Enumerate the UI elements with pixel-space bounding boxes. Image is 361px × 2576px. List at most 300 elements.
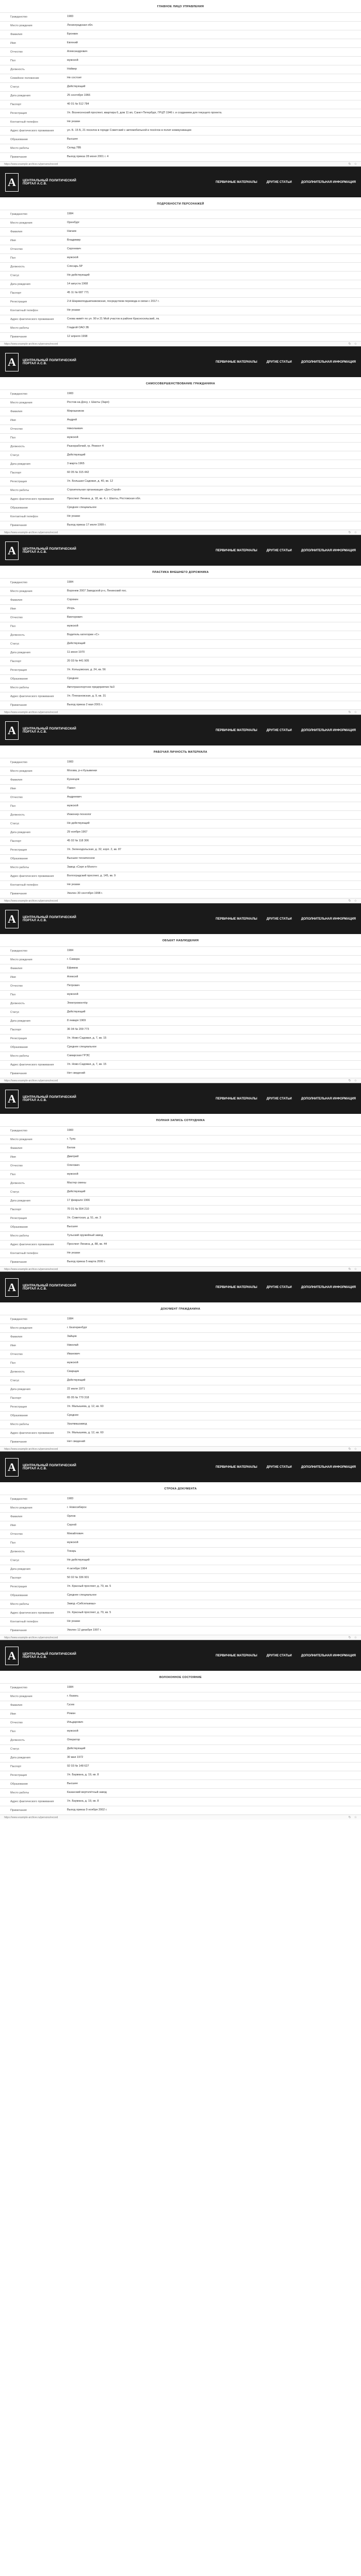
browser-url-bar[interactable] — [0, 898, 361, 903]
record-section — [0, 934, 361, 1078]
url-text[interactable]: https://www.example-archive.ru/persons/record — [4, 1267, 58, 1271]
url-text[interactable]: https://www.example-archive.ru/persons/record — [4, 899, 58, 903]
record-row — [0, 1780, 361, 1788]
record-row — [0, 1394, 361, 1402]
url-text[interactable]: https://www.example-archive.ru/persons/record — [4, 162, 58, 166]
record-row — [0, 1205, 361, 1214]
logo-icon[interactable]: A — [5, 173, 19, 192]
field-value: Не действующий — [67, 274, 90, 277]
field-label: Отчество — [10, 248, 23, 251]
field-value: Сергей — [67, 1523, 77, 1527]
field-label: Адрес фактического проживания — [10, 129, 54, 132]
record-row — [0, 1153, 361, 1161]
section-title: ДОКУМЕНТ ГРАЖДАНИНА — [160, 1308, 201, 1311]
field-value: Ул. Красный проспект, д. 70, кв. 5 — [67, 1585, 111, 1588]
reload-icon[interactable]: ↻ — [348, 711, 351, 714]
record-row — [0, 477, 361, 486]
field-value: 8 января 1969 — [67, 1019, 86, 1023]
field-label: Контактный телефон — [10, 515, 38, 518]
field-label: Регистрация — [10, 1037, 27, 1040]
field-label: Регистрация — [10, 480, 27, 483]
field-value: Павел — [67, 787, 75, 790]
record-row — [0, 1231, 361, 1240]
nav-link[interactable]: ДОПОЛНИТЕЛЬНАЯ ИНФОРМАЦИЯ — [301, 1097, 356, 1100]
nav-link[interactable]: ДОПОЛНИТЕЛЬНАЯ ИНФОРМАЦИЯ — [301, 180, 356, 184]
record-row — [0, 521, 361, 530]
record-section — [0, 1482, 361, 1635]
record-row — [0, 1608, 361, 1617]
record-row — [0, 775, 361, 784]
nav-link[interactable]: ПЕРВИЧНЫЕ МАТЕРИАЛЫ — [216, 549, 257, 552]
browser-url-bar[interactable] — [0, 709, 361, 715]
field-label: Отчество — [10, 616, 23, 619]
field-label: Статус — [10, 454, 20, 457]
field-label: Контактный телефон — [10, 309, 38, 312]
field-value: Владимир — [67, 239, 81, 242]
field-label: Регистрация — [10, 112, 27, 115]
field-label: Контактный телефон — [10, 121, 38, 124]
record-row — [0, 1025, 361, 1034]
record-row — [0, 425, 361, 433]
field-label: Примечания — [10, 524, 27, 527]
field-label: Место работы — [10, 489, 29, 492]
field-value: Кузнецов — [67, 778, 79, 782]
nav-link[interactable]: ДРУГИЕ СТАТЬИ — [266, 1097, 292, 1100]
record-row — [0, 819, 361, 828]
star-icon[interactable]: ☆ — [354, 343, 357, 346]
field-value: Действующий — [67, 1190, 86, 1194]
reload-icon[interactable]: ↻ — [348, 900, 351, 903]
record-row — [0, 1367, 361, 1376]
field-label: Дата рождения — [10, 1568, 30, 1571]
logo-icon[interactable]: A — [5, 1458, 19, 1477]
url-text[interactable]: https://www.example-archive.ru/persons/record — [4, 531, 58, 534]
field-label: Паспорт — [10, 103, 22, 106]
field-value: Ростов-на-Дону, г. Шахты (Заря) — [67, 401, 109, 404]
record-row — [0, 701, 361, 709]
field-value: 14 августа 1968 — [67, 282, 88, 286]
field-label: Место рождения — [10, 958, 32, 961]
record-row — [0, 657, 361, 666]
field-value: Воронеж 2007 Заводской р-н, Ленинский пос. — [67, 589, 127, 593]
field-label: Пол — [10, 257, 16, 260]
record-row — [0, 91, 361, 100]
field-label: Паспорт — [10, 1028, 22, 1031]
field-label: Место рождения — [10, 1506, 32, 1510]
nav-link[interactable]: ПЕРВИЧНЫЕ МАТЕРИАЛЫ — [216, 1285, 257, 1289]
url-text[interactable]: https://www.example-archive.ru/persons/record — [4, 1636, 58, 1639]
field-label: Регистрация — [10, 1774, 27, 1777]
field-value: Ул. Советская, д. 51, кв. 3 — [67, 1216, 101, 1220]
field-label: Имя — [10, 1713, 16, 1716]
field-label: Паспорт — [10, 660, 22, 663]
reload-icon[interactable]: ↻ — [348, 1816, 351, 1819]
site-brand[interactable]: ЦЕНТРАЛЬНЫЙ ПОЛИТИЧЕСКИЙ ПОРТАЛ А.С.В. — [23, 916, 76, 922]
site-brand[interactable]: ЦЕНТРАЛЬНЫЙ ПОЛИТИЧЕСКИЙ ПОРТАЛ А.С.В. — [23, 1464, 76, 1470]
browser-url-bar[interactable] — [0, 1446, 361, 1451]
site-brand[interactable]: ЦЕНТРАЛЬНЫЙ ПОЛИТИЧЕСКИЙ ПОРТАЛ А.С.В. — [23, 1095, 76, 1102]
record-row — [0, 253, 361, 262]
field-label: Гражданство — [10, 1498, 27, 1501]
record-row — [0, 1556, 361, 1565]
main-nav — [216, 181, 356, 184]
field-value: Ул. Малышева, д. 12, кв. 60 — [67, 1431, 104, 1435]
logo-icon[interactable]: A — [5, 353, 19, 371]
star-icon[interactable]: ☆ — [354, 1448, 357, 1451]
field-label: Примечания — [10, 1629, 27, 1632]
nav-link[interactable]: ДОПОЛНИТЕЛЬНАЯ ИНФОРМАЦИЯ — [301, 917, 356, 921]
field-value: Склад 78Б — [67, 146, 81, 150]
field-label: Место работы — [10, 327, 29, 330]
field-label: Регистрация — [10, 1217, 27, 1220]
record-row — [0, 468, 361, 477]
site-brand[interactable]: ЦЕНТРАЛЬНЫЙ ПОЛИТИЧЕСКИЙ ПОРТАЛ А.С.В. — [23, 359, 76, 365]
field-label: Должность — [10, 1550, 25, 1553]
record-row — [0, 1753, 361, 1762]
record-row — [0, 1016, 361, 1025]
field-label: Фамилия — [10, 1147, 23, 1150]
record-row — [0, 135, 361, 144]
field-label: Адрес фактического проживания — [10, 1432, 54, 1435]
field-label: Контактный телефон — [10, 884, 38, 887]
record-row — [0, 1034, 361, 1043]
field-value: г. Казань — [67, 1694, 79, 1698]
field-value: Завод «Сибсельмаш» — [67, 1602, 96, 1606]
field-label: Пол — [10, 436, 16, 439]
record-row — [0, 683, 361, 692]
reload-icon[interactable]: ↻ — [348, 163, 351, 166]
field-label: Место работы — [10, 686, 29, 689]
field-label: Адрес фактического проживания — [10, 695, 54, 698]
field-label: Адрес фактического проживания — [10, 875, 54, 878]
field-label: Фамилия — [10, 1335, 23, 1338]
field-value: Ленинградская обл. — [67, 24, 93, 27]
record-row — [0, 210, 361, 218]
url-text[interactable]: https://www.example-archive.ru/persons/record — [4, 1079, 58, 1082]
reload-icon[interactable]: ↻ — [348, 1079, 351, 1082]
record-row — [0, 1709, 361, 1718]
field-label: Фамилия — [10, 967, 23, 970]
field-value: мужской — [67, 1541, 78, 1545]
nav-link[interactable]: ДРУГИЕ СТАТЬИ — [266, 1465, 292, 1469]
logo-icon[interactable]: A — [5, 1278, 19, 1297]
record-row — [0, 1701, 361, 1709]
url-text[interactable]: https://www.example-archive.ru/persons/record — [4, 342, 58, 346]
field-label: Паспорт — [10, 840, 22, 843]
record-row — [0, 1683, 361, 1692]
field-label: Паспорт — [10, 471, 22, 474]
field-value: Казанский вертолётный завод — [67, 1791, 107, 1794]
field-value: Роман — [67, 1712, 76, 1716]
section-title: ПЛАСТИКА ВНЕШНЕГО ДОРОЖНИКА — [152, 571, 209, 574]
field-value: 17 февраля 1966 — [67, 1199, 90, 1202]
field-value: Не указан — [67, 309, 80, 312]
nav-link[interactable]: ПЕРВИЧНЫЕ МАТЕРИАЛЫ — [216, 728, 257, 732]
field-value: 1983 — [67, 760, 74, 764]
field-label: Фамилия — [10, 1515, 23, 1518]
record-row — [0, 289, 361, 297]
record-row — [0, 1411, 361, 1420]
field-value: Петрович — [67, 984, 80, 988]
browser-url-bar[interactable] — [0, 1635, 361, 1640]
main-nav — [216, 918, 356, 921]
field-label: Гражданство — [10, 1686, 27, 1689]
nav-link[interactable]: ДРУГИЕ СТАТЬИ — [266, 917, 292, 921]
nav-link[interactable]: ДРУГИЕ СТАТЬИ — [266, 180, 292, 184]
logo-icon[interactable]: A — [5, 910, 19, 928]
browser-url-bar[interactable] — [0, 341, 361, 346]
field-label: Адрес фактического проживания — [10, 1612, 54, 1615]
logo-icon[interactable]: A — [5, 1090, 19, 1108]
site-brand[interactable]: ЦЕНТРАЛЬНЫЙ ПОЛИТИЧЕСКИЙ ПОРТАЛ А.С.В. — [23, 179, 76, 185]
field-value: Ул. Красный проспект, д. 70, кв. 5 — [67, 1611, 111, 1615]
url-text[interactable]: https://www.example-archive.ru/persons/record — [4, 710, 58, 714]
field-value: Нойвер — [67, 67, 77, 71]
browser-url-bar[interactable] — [0, 1078, 361, 1083]
section-title: ПОДРОБНОСТИ ПЕРСОНАЖЕЙ — [157, 202, 204, 206]
site-brand[interactable]: ЦЕНТРАЛЬНЫЙ ПОЛИТИЧЕСКИЙ ПОРТАЛ А.С.В. — [23, 1284, 76, 1291]
nav-link[interactable]: ДОПОЛНИТЕЛЬНАЯ ИНФОРМАЦИЯ — [301, 360, 356, 364]
field-value: Ул. Ново-Садовая, д. 7, кв. 15 — [67, 1063, 107, 1066]
field-value: Строительная организация «Дон-Строй» — [67, 488, 121, 492]
field-value: Действующий — [67, 1010, 86, 1014]
record-row — [0, 828, 361, 837]
browser-url-bar[interactable] — [0, 1815, 361, 1820]
field-label: Имя — [10, 42, 16, 45]
field-value: 2-й Шарикоподшипниковская, посредством перевода в связи с 2017 г. — [67, 300, 160, 303]
record-row — [0, 1797, 361, 1806]
field-value: ул. Б. 15 Б, 21 поселок в городе Советский с автомобильной и посёлок в полит-коммуникации — [67, 129, 191, 132]
field-value: 1984 — [67, 212, 74, 216]
nav-link[interactable]: ДОПОЛНИТЕЛЬНАЯ ИНФОРМАЦИЯ — [301, 728, 356, 732]
reload-icon[interactable]: ↻ — [348, 1268, 351, 1271]
site-brand[interactable]: ЦЕНТРАЛЬНЫЙ ПОЛИТИЧЕСКИЙ ПОРТАЛ А.С.В. — [23, 727, 76, 734]
field-label: Паспорт — [10, 1397, 22, 1400]
field-label: Статус — [10, 1559, 20, 1562]
field-value: Ул. Зеленодольская, д. 32, корп. 2, кв. 87 — [67, 848, 122, 852]
record-row — [0, 324, 361, 332]
reload-icon[interactable]: ↻ — [348, 343, 351, 346]
nav-link[interactable]: ПЕРВИЧНЫЕ МАТЕРИАЛЫ — [216, 1654, 257, 1657]
nav-link[interactable]: ПЕРВИЧНЫЕ МАТЕРИАЛЫ — [216, 180, 257, 184]
record-section — [0, 1302, 361, 1446]
field-label: Статус — [10, 1191, 20, 1194]
url-text[interactable]: https://www.example-archive.ru/persons/record — [4, 1447, 58, 1451]
record-row — [0, 889, 361, 898]
field-label: Должность — [10, 634, 25, 637]
nav-link[interactable]: ДОПОЛНИТЕЛЬНАЯ ИНФОРМАЦИЯ — [301, 549, 356, 552]
section-title: САМОСОВЕРШЕНСТВОВАНИЕ ГРАЖДАНИНА — [146, 382, 215, 385]
field-label: Отчество — [10, 50, 23, 54]
nav-link[interactable]: ДРУГИЕ СТАТЬИ — [266, 1285, 292, 1289]
field-value: Не указан — [67, 1620, 80, 1623]
nav-link[interactable]: ДОПОЛНИТЕЛЬНАЯ ИНФОРМАЦИЯ — [301, 1465, 356, 1469]
browser-url-bar[interactable] — [0, 1266, 361, 1272]
browser-url-bar[interactable] — [0, 161, 361, 166]
site-header — [0, 903, 361, 934]
record-section — [0, 745, 361, 898]
field-value: Не состоит — [67, 76, 82, 80]
field-value: Среднее специальное — [67, 506, 97, 510]
nav-link[interactable]: ПЕРВИЧНЫЕ МАТЕРИАЛЫ — [216, 1097, 257, 1100]
star-icon[interactable]: ☆ — [354, 900, 357, 903]
field-value: 36 04 № 209 773 — [67, 1028, 89, 1031]
reload-icon[interactable]: ↻ — [348, 531, 351, 534]
field-label: Дата рождения — [10, 831, 30, 834]
record-row — [0, 863, 361, 872]
site-brand[interactable]: ЦЕНТРАЛЬНЫЙ ПОЛИТИЧЕСКИЙ ПОРТАЛ А.С.В. — [23, 1652, 76, 1659]
star-icon[interactable]: ☆ — [354, 1816, 357, 1819]
field-value: Инженер-технолог — [67, 813, 92, 817]
field-label: Семейное положение — [10, 77, 39, 80]
record-row — [0, 1736, 361, 1744]
main-nav — [216, 1654, 356, 1657]
field-label: Адрес фактического проживания — [10, 1800, 54, 1803]
field-value: Сварщик — [67, 1370, 79, 1374]
star-icon[interactable]: ☆ — [354, 531, 357, 534]
field-value: 1983 — [67, 1129, 74, 1132]
nav-link[interactable]: ДОПОЛНИТЕЛЬНАЯ ИНФОРМАЦИЯ — [301, 1285, 356, 1289]
field-label: Фамилия — [10, 33, 23, 36]
site-header — [0, 715, 361, 745]
record-section — [0, 197, 361, 341]
field-value: Иванович — [67, 1352, 80, 1356]
field-value: Ул. Ново-Садовая, д. 7, кв. 15 — [67, 1037, 107, 1040]
field-label: Дата рождения — [10, 651, 30, 654]
record-row — [0, 1626, 361, 1635]
record-row — [0, 596, 361, 604]
field-label: Адрес фактического проживания — [10, 318, 54, 321]
record-row — [0, 793, 361, 802]
field-label: Гражданство — [10, 15, 27, 19]
field-value: Андреевич — [67, 795, 81, 799]
record-row — [0, 1565, 361, 1573]
field-label: Должность — [10, 445, 25, 448]
field-label: Фамилия — [10, 778, 23, 782]
nav-link[interactable]: ПЕРВИЧНЫЕ МАТЕРИАЛЫ — [216, 1465, 257, 1469]
record-row — [0, 21, 361, 30]
field-label: Место рождения — [10, 1695, 32, 1698]
star-icon[interactable]: ☆ — [354, 1079, 357, 1082]
record-row — [0, 964, 361, 973]
field-label: Паспорт — [10, 1577, 22, 1580]
record-row — [0, 1538, 361, 1547]
field-value: 50 02 № 336 901 — [67, 1576, 89, 1580]
browser-url-bar[interactable] — [0, 530, 361, 535]
field-label: Примечания — [10, 1440, 27, 1444]
field-value: г. Екатеринбург — [67, 1326, 87, 1330]
field-label: Имя — [10, 239, 16, 242]
nav-link[interactable]: ДРУГИЕ СТАТЬИ — [266, 360, 292, 364]
reload-icon[interactable]: ↻ — [348, 1448, 351, 1451]
field-label: Место рождения — [10, 1327, 32, 1330]
star-icon[interactable]: ☆ — [354, 711, 357, 714]
field-label: Дата рождения — [10, 1756, 30, 1759]
field-label: Должность — [10, 1002, 25, 1005]
field-label: Статус — [10, 1011, 20, 1014]
record-row — [0, 245, 361, 253]
star-icon[interactable]: ☆ — [354, 1268, 357, 1271]
nav-link[interactable]: ПЕРВИЧНЫЕ МАТЕРИАЛЫ — [216, 917, 257, 921]
field-label: Дата рождения — [10, 1020, 30, 1023]
nav-link[interactable]: ДРУГИЕ СТАТЬИ — [266, 728, 292, 732]
field-label: Место рождения — [10, 222, 32, 225]
field-label: Место работы — [10, 866, 29, 869]
field-label: Дата рождения — [10, 283, 30, 286]
nav-link[interactable]: ДРУГИЕ СТАТЬИ — [266, 1654, 292, 1657]
field-value: Гусев — [67, 1703, 75, 1707]
field-label: Должность — [10, 1182, 25, 1185]
field-value: Электромонтёр — [67, 1002, 88, 1005]
field-value: Евгений — [67, 41, 78, 45]
reload-icon[interactable]: ↻ — [348, 1636, 351, 1639]
record-section — [0, 1671, 361, 1815]
field-value: Среднее — [67, 1414, 79, 1417]
record-row — [0, 1126, 361, 1135]
field-label: Отчество — [10, 796, 23, 799]
record-row — [0, 1744, 361, 1753]
url-text[interactable]: https://www.example-archive.ru/persons/record — [4, 1816, 58, 1819]
field-value: Завод «Серп и Молот» — [67, 866, 97, 869]
record-row — [0, 1530, 361, 1538]
field-label: Фамилия — [10, 599, 23, 602]
star-icon[interactable]: ☆ — [354, 163, 357, 166]
field-value: 1984 — [67, 949, 74, 953]
field-value: Оператор — [67, 1738, 80, 1742]
logo-icon[interactable]: A — [5, 541, 19, 560]
nav-link[interactable]: ДРУГИЕ СТАТЬИ — [266, 549, 292, 552]
section-title: ПОЛНАЯ ЗАПИСЬ СОТРУДНИКА — [156, 1119, 205, 1122]
field-label: Примечания — [10, 1809, 27, 1812]
star-icon[interactable]: ☆ — [354, 1636, 357, 1639]
field-label: Имя — [10, 1524, 16, 1527]
nav-link[interactable]: ПЕРВИЧНЫЕ МАТЕРИАЛЫ — [216, 360, 257, 364]
field-label: Образование — [10, 506, 28, 510]
field-label: Место рождения — [10, 401, 32, 404]
field-label: Отчество — [10, 1164, 23, 1167]
field-label: Пол — [10, 805, 16, 808]
record-row — [0, 1376, 361, 1385]
field-label: Дата рождения — [10, 1388, 30, 1391]
field-label: Гражданство — [10, 581, 27, 584]
record-row — [0, 802, 361, 810]
field-value: Ул. Кольцовская, д. 24, кв. 56 — [67, 668, 106, 672]
field-value: Выход приказ 17 июля 1999 г. — [67, 523, 106, 527]
record-row — [0, 451, 361, 460]
section-title: ГЛАВНОЕ ЛИЦО УПРАВЛЕНИЯ — [157, 5, 204, 8]
record-row — [0, 1692, 361, 1701]
record-row — [0, 1350, 361, 1359]
field-label: Фамилия — [10, 230, 23, 233]
field-label: Отчество — [10, 1353, 23, 1356]
record-row — [0, 144, 361, 152]
field-value: Среднее специальное — [67, 1594, 97, 1597]
field-value: Оренбург — [67, 221, 80, 225]
nav-link[interactable]: ДОПОЛНИТЕЛЬНАЯ ИНФОРМАЦИЯ — [301, 1654, 356, 1657]
field-value: 1983 — [67, 1497, 74, 1501]
site-brand[interactable]: ЦЕНТРАЛЬНЫЙ ПОЛИТИЧЕСКИЙ ПОРТАЛ А.С.В. — [23, 547, 76, 554]
field-label: Адрес фактического проживания — [10, 498, 54, 501]
logo-icon[interactable]: A — [5, 1647, 19, 1665]
field-value: Действующий — [67, 1379, 86, 1382]
field-value: Зайцев — [67, 1335, 77, 1338]
logo-icon[interactable]: A — [5, 721, 19, 740]
field-value: Тульский оружейный завод — [67, 1234, 103, 1238]
field-label: Пол — [10, 1173, 16, 1176]
record-row — [0, 315, 361, 324]
field-value: Выход приказ 28 июня 2001 г. 4 — [67, 155, 109, 159]
section-title: ВОЛОКОННОЕ СОСТОЯНИЕ — [159, 1676, 202, 1679]
